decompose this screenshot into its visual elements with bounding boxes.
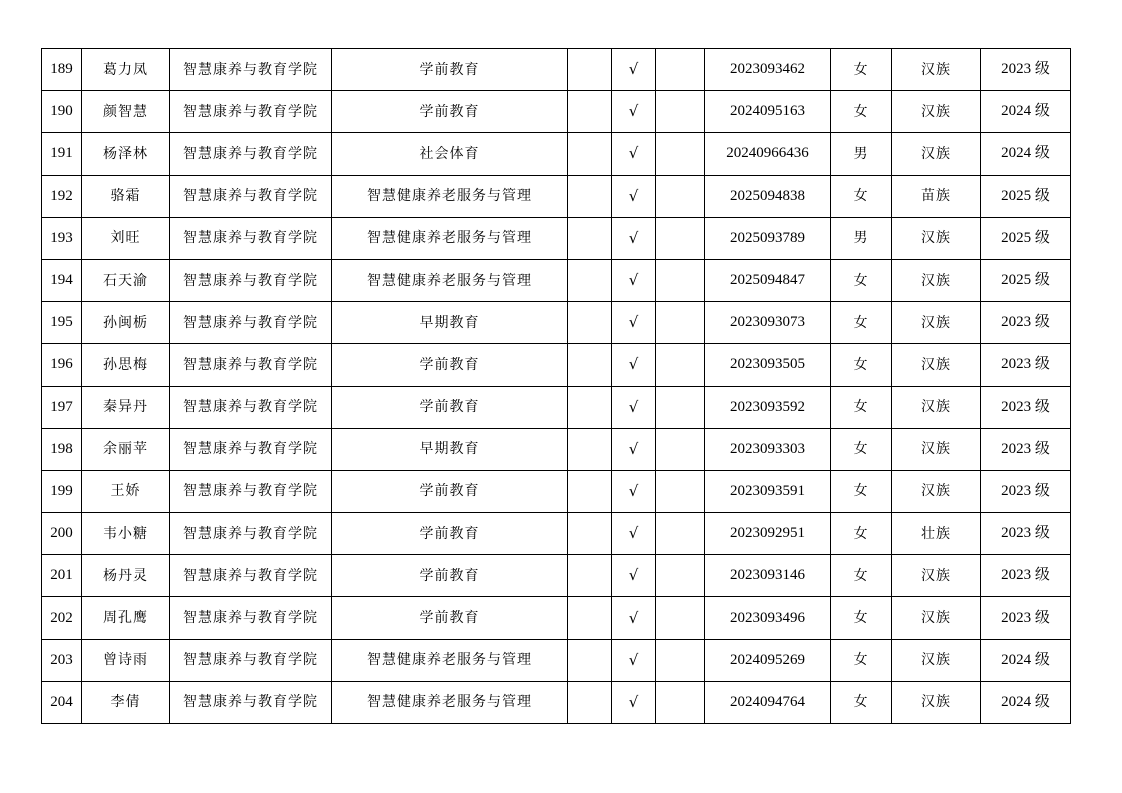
ethnicity: 汉族 <box>892 259 981 301</box>
gender: 女 <box>831 428 892 470</box>
blank-cell <box>656 513 705 555</box>
row-number: 191 <box>42 133 82 175</box>
student-name: 余丽苹 <box>82 428 170 470</box>
student-name: 曾诗雨 <box>82 639 170 681</box>
ethnicity: 汉族 <box>892 681 981 723</box>
table-row <box>42 133 1071 175</box>
blank-cell <box>656 133 705 175</box>
gender: 女 <box>831 49 892 91</box>
blank-cell <box>568 259 612 301</box>
college-name: 智慧康养与教育学院 <box>170 91 332 133</box>
student-name: 李倩 <box>82 681 170 723</box>
blank-cell <box>568 639 612 681</box>
gender: 女 <box>831 344 892 386</box>
student-name: 杨丹灵 <box>82 555 170 597</box>
student-id: 2025094847 <box>705 259 831 301</box>
blank-cell <box>568 49 612 91</box>
student-name: 王娇 <box>82 470 170 512</box>
major-name: 学前教育 <box>332 386 568 428</box>
row-number: 195 <box>42 302 82 344</box>
college-name: 智慧康养与教育学院 <box>170 597 332 639</box>
blank-cell <box>568 344 612 386</box>
student-name: 孙闽栃 <box>82 302 170 344</box>
ethnicity: 苗族 <box>892 175 981 217</box>
blank-cell <box>656 344 705 386</box>
table-row <box>42 513 1071 555</box>
row-number: 190 <box>42 91 82 133</box>
grade-year: 2025 级 <box>981 217 1071 259</box>
blank-cell <box>656 217 705 259</box>
student-name: 葛力凤 <box>82 49 170 91</box>
gender: 女 <box>831 470 892 512</box>
college-name: 智慧康养与教育学院 <box>170 259 332 301</box>
grade-year: 2023 级 <box>981 49 1071 91</box>
blank-cell <box>656 555 705 597</box>
row-number: 192 <box>42 175 82 217</box>
college-name: 智慧康养与教育学院 <box>170 302 332 344</box>
ethnicity: 汉族 <box>892 133 981 175</box>
blank-cell <box>568 470 612 512</box>
college-name: 智慧康养与教育学院 <box>170 217 332 259</box>
row-number: 198 <box>42 428 82 470</box>
gender: 女 <box>831 259 892 301</box>
student-id: 2024095269 <box>705 639 831 681</box>
student-id: 2024094764 <box>705 681 831 723</box>
check-mark: √ <box>612 555 656 597</box>
row-number: 196 <box>42 344 82 386</box>
grade-year: 2023 级 <box>981 597 1071 639</box>
major-name: 社会体育 <box>332 133 568 175</box>
student-id: 2023093591 <box>705 470 831 512</box>
table-row <box>42 681 1071 723</box>
major-name: 智慧健康养老服务与管理 <box>332 639 568 681</box>
blank-cell <box>656 470 705 512</box>
college-name: 智慧康养与教育学院 <box>170 175 332 217</box>
grade-year: 2024 级 <box>981 681 1071 723</box>
table-row <box>42 259 1071 301</box>
table-row <box>42 597 1071 639</box>
gender: 女 <box>831 175 892 217</box>
table-row <box>42 386 1071 428</box>
table-row <box>42 344 1071 386</box>
check-mark: √ <box>612 133 656 175</box>
student-name: 孙思梅 <box>82 344 170 386</box>
college-name: 智慧康养与教育学院 <box>170 133 332 175</box>
ethnicity: 汉族 <box>892 386 981 428</box>
grade-year: 2024 级 <box>981 91 1071 133</box>
blank-cell <box>656 91 705 133</box>
gender: 女 <box>831 302 892 344</box>
grade-year: 2024 级 <box>981 639 1071 681</box>
grade-year: 2025 级 <box>981 175 1071 217</box>
student-id: 2025093789 <box>705 217 831 259</box>
ethnicity: 汉族 <box>892 428 981 470</box>
row-number: 199 <box>42 470 82 512</box>
check-mark: √ <box>612 513 656 555</box>
student-id: 2023092951 <box>705 513 831 555</box>
major-name: 学前教育 <box>332 344 568 386</box>
grade-year: 2023 级 <box>981 428 1071 470</box>
blank-cell <box>568 428 612 470</box>
student-id: 2023093303 <box>705 428 831 470</box>
gender: 女 <box>831 91 892 133</box>
row-number: 203 <box>42 639 82 681</box>
student-id: 2025094838 <box>705 175 831 217</box>
check-mark: √ <box>612 259 656 301</box>
check-mark: √ <box>612 49 656 91</box>
major-name: 学前教育 <box>332 597 568 639</box>
check-mark: √ <box>612 428 656 470</box>
major-name: 早期教育 <box>332 302 568 344</box>
ethnicity: 壮族 <box>892 513 981 555</box>
student-name: 韦小糖 <box>82 513 170 555</box>
grade-year: 2023 级 <box>981 344 1071 386</box>
table-row <box>42 428 1071 470</box>
college-name: 智慧康养与教育学院 <box>170 555 332 597</box>
blank-cell <box>656 49 705 91</box>
student-name: 杨泽林 <box>82 133 170 175</box>
row-number: 201 <box>42 555 82 597</box>
major-name: 智慧健康养老服务与管理 <box>332 259 568 301</box>
check-mark: √ <box>612 302 656 344</box>
college-name: 智慧康养与教育学院 <box>170 49 332 91</box>
check-mark: √ <box>612 470 656 512</box>
gender: 女 <box>831 555 892 597</box>
major-name: 智慧健康养老服务与管理 <box>332 681 568 723</box>
blank-cell <box>568 302 612 344</box>
gender: 女 <box>831 681 892 723</box>
blank-cell <box>568 555 612 597</box>
row-number: 194 <box>42 259 82 301</box>
row-number: 202 <box>42 597 82 639</box>
student-id: 2023093496 <box>705 597 831 639</box>
ethnicity: 汉族 <box>892 217 981 259</box>
student-name: 周孔鹰 <box>82 597 170 639</box>
ethnicity: 汉族 <box>892 302 981 344</box>
check-mark: √ <box>612 175 656 217</box>
blank-cell <box>656 302 705 344</box>
roster-body <box>42 49 1071 724</box>
blank-cell <box>568 133 612 175</box>
gender: 女 <box>831 597 892 639</box>
ethnicity: 汉族 <box>892 555 981 597</box>
row-number: 200 <box>42 513 82 555</box>
blank-cell <box>568 681 612 723</box>
grade-year: 2024 级 <box>981 133 1071 175</box>
grade-year: 2023 级 <box>981 386 1071 428</box>
major-name: 学前教育 <box>332 49 568 91</box>
student-name: 秦异丹 <box>82 386 170 428</box>
college-name: 智慧康养与教育学院 <box>170 428 332 470</box>
grade-year: 2025 级 <box>981 259 1071 301</box>
blank-cell <box>568 597 612 639</box>
college-name: 智慧康养与教育学院 <box>170 513 332 555</box>
check-mark: √ <box>612 91 656 133</box>
major-name: 学前教育 <box>332 91 568 133</box>
ethnicity: 汉族 <box>892 91 981 133</box>
table-row <box>42 91 1071 133</box>
row-number: 204 <box>42 681 82 723</box>
table-row <box>42 639 1071 681</box>
check-mark: √ <box>612 639 656 681</box>
student-roster-table <box>41 48 1071 724</box>
table-row <box>42 49 1071 91</box>
student-id: 2023093073 <box>705 302 831 344</box>
check-mark: √ <box>612 217 656 259</box>
grade-year: 2023 级 <box>981 302 1071 344</box>
major-name: 学前教育 <box>332 513 568 555</box>
student-name: 石天渝 <box>82 259 170 301</box>
blank-cell <box>656 681 705 723</box>
blank-cell <box>656 597 705 639</box>
student-id: 20240966436 <box>705 133 831 175</box>
college-name: 智慧康养与教育学院 <box>170 681 332 723</box>
major-name: 智慧健康养老服务与管理 <box>332 217 568 259</box>
table-row <box>42 302 1071 344</box>
gender: 女 <box>831 386 892 428</box>
student-id: 2023093462 <box>705 49 831 91</box>
blank-cell <box>568 91 612 133</box>
major-name: 学前教育 <box>332 470 568 512</box>
ethnicity: 汉族 <box>892 597 981 639</box>
major-name: 早期教育 <box>332 428 568 470</box>
blank-cell <box>568 175 612 217</box>
gender: 男 <box>831 217 892 259</box>
student-id: 2024095163 <box>705 91 831 133</box>
blank-cell <box>656 175 705 217</box>
table-row <box>42 175 1071 217</box>
gender: 女 <box>831 639 892 681</box>
student-name: 颜智慧 <box>82 91 170 133</box>
table-row <box>42 217 1071 259</box>
student-id: 2023093505 <box>705 344 831 386</box>
ethnicity: 汉族 <box>892 344 981 386</box>
gender: 男 <box>831 133 892 175</box>
check-mark: √ <box>612 344 656 386</box>
gender: 女 <box>831 513 892 555</box>
grade-year: 2023 级 <box>981 513 1071 555</box>
blank-cell <box>656 259 705 301</box>
check-mark: √ <box>612 386 656 428</box>
college-name: 智慧康养与教育学院 <box>170 639 332 681</box>
grade-year: 2023 级 <box>981 555 1071 597</box>
blank-cell <box>656 386 705 428</box>
blank-cell <box>568 513 612 555</box>
major-name: 学前教育 <box>332 555 568 597</box>
blank-cell <box>656 639 705 681</box>
check-mark: √ <box>612 597 656 639</box>
row-number: 189 <box>42 49 82 91</box>
table-row <box>42 470 1071 512</box>
blank-cell <box>568 217 612 259</box>
blank-cell <box>568 386 612 428</box>
student-id: 2023093146 <box>705 555 831 597</box>
college-name: 智慧康养与教育学院 <box>170 470 332 512</box>
grade-year: 2023 级 <box>981 470 1071 512</box>
student-id: 2023093592 <box>705 386 831 428</box>
college-name: 智慧康养与教育学院 <box>170 344 332 386</box>
student-name: 骆霜 <box>82 175 170 217</box>
table-row <box>42 555 1071 597</box>
check-mark: √ <box>612 681 656 723</box>
major-name: 智慧健康养老服务与管理 <box>332 175 568 217</box>
ethnicity: 汉族 <box>892 639 981 681</box>
college-name: 智慧康养与教育学院 <box>170 386 332 428</box>
row-number: 197 <box>42 386 82 428</box>
row-number: 193 <box>42 217 82 259</box>
student-name: 刘旺 <box>82 217 170 259</box>
ethnicity: 汉族 <box>892 49 981 91</box>
blank-cell <box>656 428 705 470</box>
ethnicity: 汉族 <box>892 470 981 512</box>
